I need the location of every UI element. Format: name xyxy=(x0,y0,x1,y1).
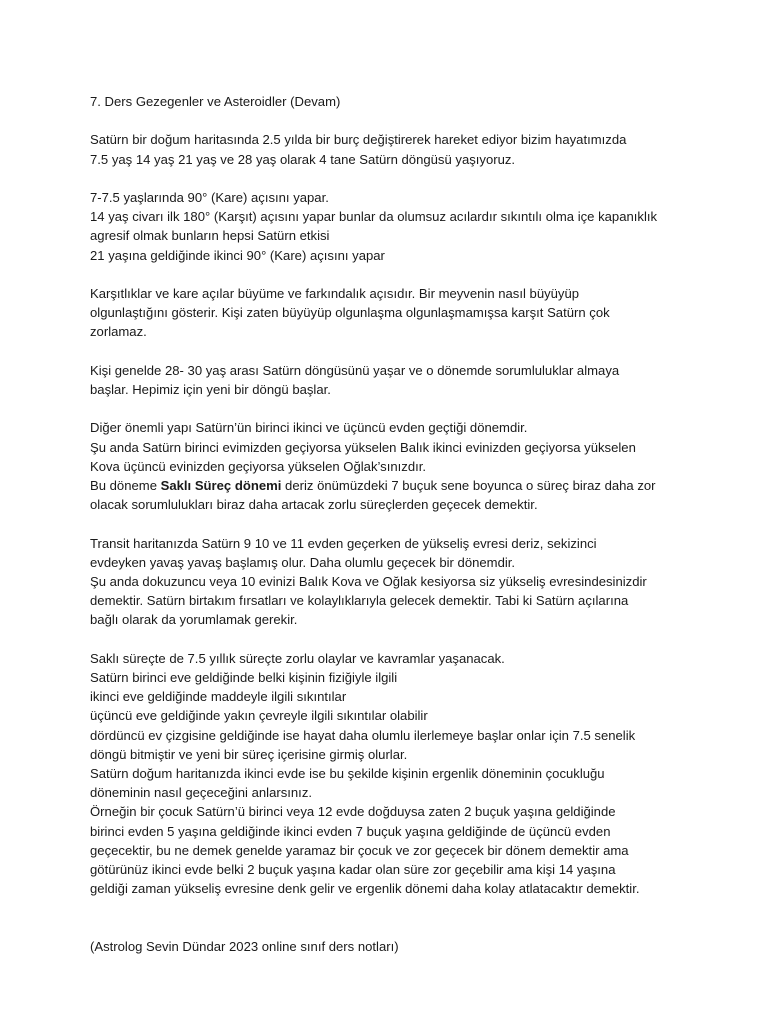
paragraph-transit xyxy=(90,534,688,630)
text-line: 14 yaş civarı ilk 180° (Karşıt) açısını yapar bunlar da olumsuz acılardır sıkıntılı olma içe kapanıklık xyxy=(90,209,658,225)
text-line: Karşıtlıklar ve kare açılar büyüme ve farkındalık açısıdır. Bir meyvenin nasıl büyüyüp xyxy=(90,285,580,301)
text-line: birinci evden 5 yaşına geldiğinde ikinci evden 7 buçuk yaşına geldiğinde de üçüncü evden xyxy=(90,823,611,839)
text-line: Saklı süreçte de 7.5 yıllık süreçte zorlu olaylar ve kavramlar yaşanacak. xyxy=(90,650,505,666)
paragraph-oppositions xyxy=(90,284,688,342)
paragraph-28-30 xyxy=(90,361,688,399)
text-line: Satürn birinci eve geldiğinde belki kişinin fiziğiyle ilgili xyxy=(90,669,398,685)
text-line: Satürn doğum haritanızda ikinci evde ise bu şekilde kişinin ergenlik döneminin çocukluğu xyxy=(90,766,605,781)
text-line: götürünüz ikinci evde belki 2 buçuk yaşına kadar olan süre zor geçebilir ama kişi 14 yaşına xyxy=(90,862,616,878)
text-line: olgunlaştığını gösterir. Kişi zaten büyüyüp olgunlaşma olgunlaşmamışsa karşıt Satürn çok xyxy=(90,305,610,321)
saturn-period-line xyxy=(90,476,688,495)
text-line: evdeyken yavaş yavaş başlamış olur. Daha olumlu geçecek bir dönemdir. xyxy=(90,554,516,570)
text-line: Satürn bir doğum haritasında 2.5 yılda bir burç değiştirerek hareket ediyor bizim hayatımızda xyxy=(90,132,627,148)
source-footer: (Astrolog Sevin Dündar 2023 online sınıf ders notları) xyxy=(90,938,399,954)
text-line: agresif olmak bunların hepsi Satürn etkisi xyxy=(90,228,330,244)
text-line: 7-7.5 yaşlarında 90° (Kare) açısını yapar. xyxy=(90,189,329,205)
text-line: geldiği zaman yükseliş evresine denk gelir ve ergenlik dönemi daha kolay atlatacaktır demektir. xyxy=(90,881,640,897)
text-line: geçecektir, bu ne demek genelde yaramaz bir çocuk ve zor geçecek bir dönem demektir ama xyxy=(90,842,629,858)
document-title: 7. Ders Gezegenler ve Asteroidler (Devam) xyxy=(90,94,341,109)
text-line: başlar. Hepimiz için yeni bir döngü başlar. xyxy=(90,381,331,397)
saturn-period-before: Bu döneme xyxy=(90,477,161,493)
text-line: ikinci eve geldiğinde maddeyle ilgili sıkıntılar xyxy=(90,689,347,705)
paragraph-houses xyxy=(90,418,688,514)
text-line: 21 yaşına geldiğinde ikinci 90° (Kare) açısını yapar xyxy=(90,247,385,263)
text-line: zorlamaz. xyxy=(90,324,147,340)
text-line: döngü bitmiştir ve yeni bir süreç içerisine girmiş olurlar. xyxy=(90,746,408,762)
text-line: Transit haritanızda Satürn 9 10 ve 11 evden geçerken de yükseliş evresi deriz, sekizinci xyxy=(90,535,597,551)
paragraph-saturn-cycle xyxy=(90,130,688,168)
text-line: Şu anda Satürn birinci evimizden geçiyorsa yükselen Balık ikinci evinizden geçiyorsa yükselen xyxy=(90,439,636,455)
text-line: demektir. Satürn birtakım fırsatları ve kolaylıklarıyla gelecek demektir. Tabi ki Satürn açılarına xyxy=(90,593,629,609)
text-line: dördüncü ev çizgisine geldiğinde ise hayat daha olumlu ilerlemeye başlar onlar için 7.5 senelik xyxy=(90,727,636,743)
text-line: Örneğin bir çocuk Satürn’ü birinci veya 12 evde doğduysa zaten 2 buçuk yaşına geldiğinde xyxy=(90,804,616,820)
text-line: 7.5 yaş 14 yaş 21 yaş ve 28 yaş olarak 4 tane Satürn döngüsü yaşıyoruz. xyxy=(90,151,516,167)
text-line: Kişi genelde 28- 30 yaş arası Satürn döngüsünü yaşar ve o dönemde sorumluluklar almaya xyxy=(90,362,620,378)
text-line: üçüncü eve geldiğinde yakın çevreyle ilgili sıkıntılar olabilir xyxy=(90,708,428,724)
text-line: Kova üçüncü evinizden geçiyorsa yükselen Oğlak’sınızdır. xyxy=(90,458,427,474)
text-line: olacak sorumlulukları biraz daha artacak zorlu süreçlerden geçecek demektir. xyxy=(90,497,538,513)
text-line: bağlı olarak da yorumlamak gerekir. xyxy=(90,612,298,628)
saturn-period-after: deriz önümüzdeki 7 buçuk sene boyunca o süreç biraz daha zor xyxy=(281,477,656,493)
saturn-period-bold: Saklı Süreç dönemi xyxy=(160,477,282,493)
text-line: döneminin nasıl geçeceğini anlarsınız. xyxy=(90,785,312,801)
paragraph-aspects xyxy=(90,188,688,265)
text-line: Diğer önemli yapı Satürn’ün birinci ikinci ve üçüncü evden geçtiği dönemdir. xyxy=(90,420,528,436)
text-line: Şu anda dokuzuncu veya 10 evinizi Balık Kova ve Oğlak kesiyorsa siz yükseliş evresindesinizdir xyxy=(90,573,647,589)
paragraph-hidden-period xyxy=(90,649,688,899)
